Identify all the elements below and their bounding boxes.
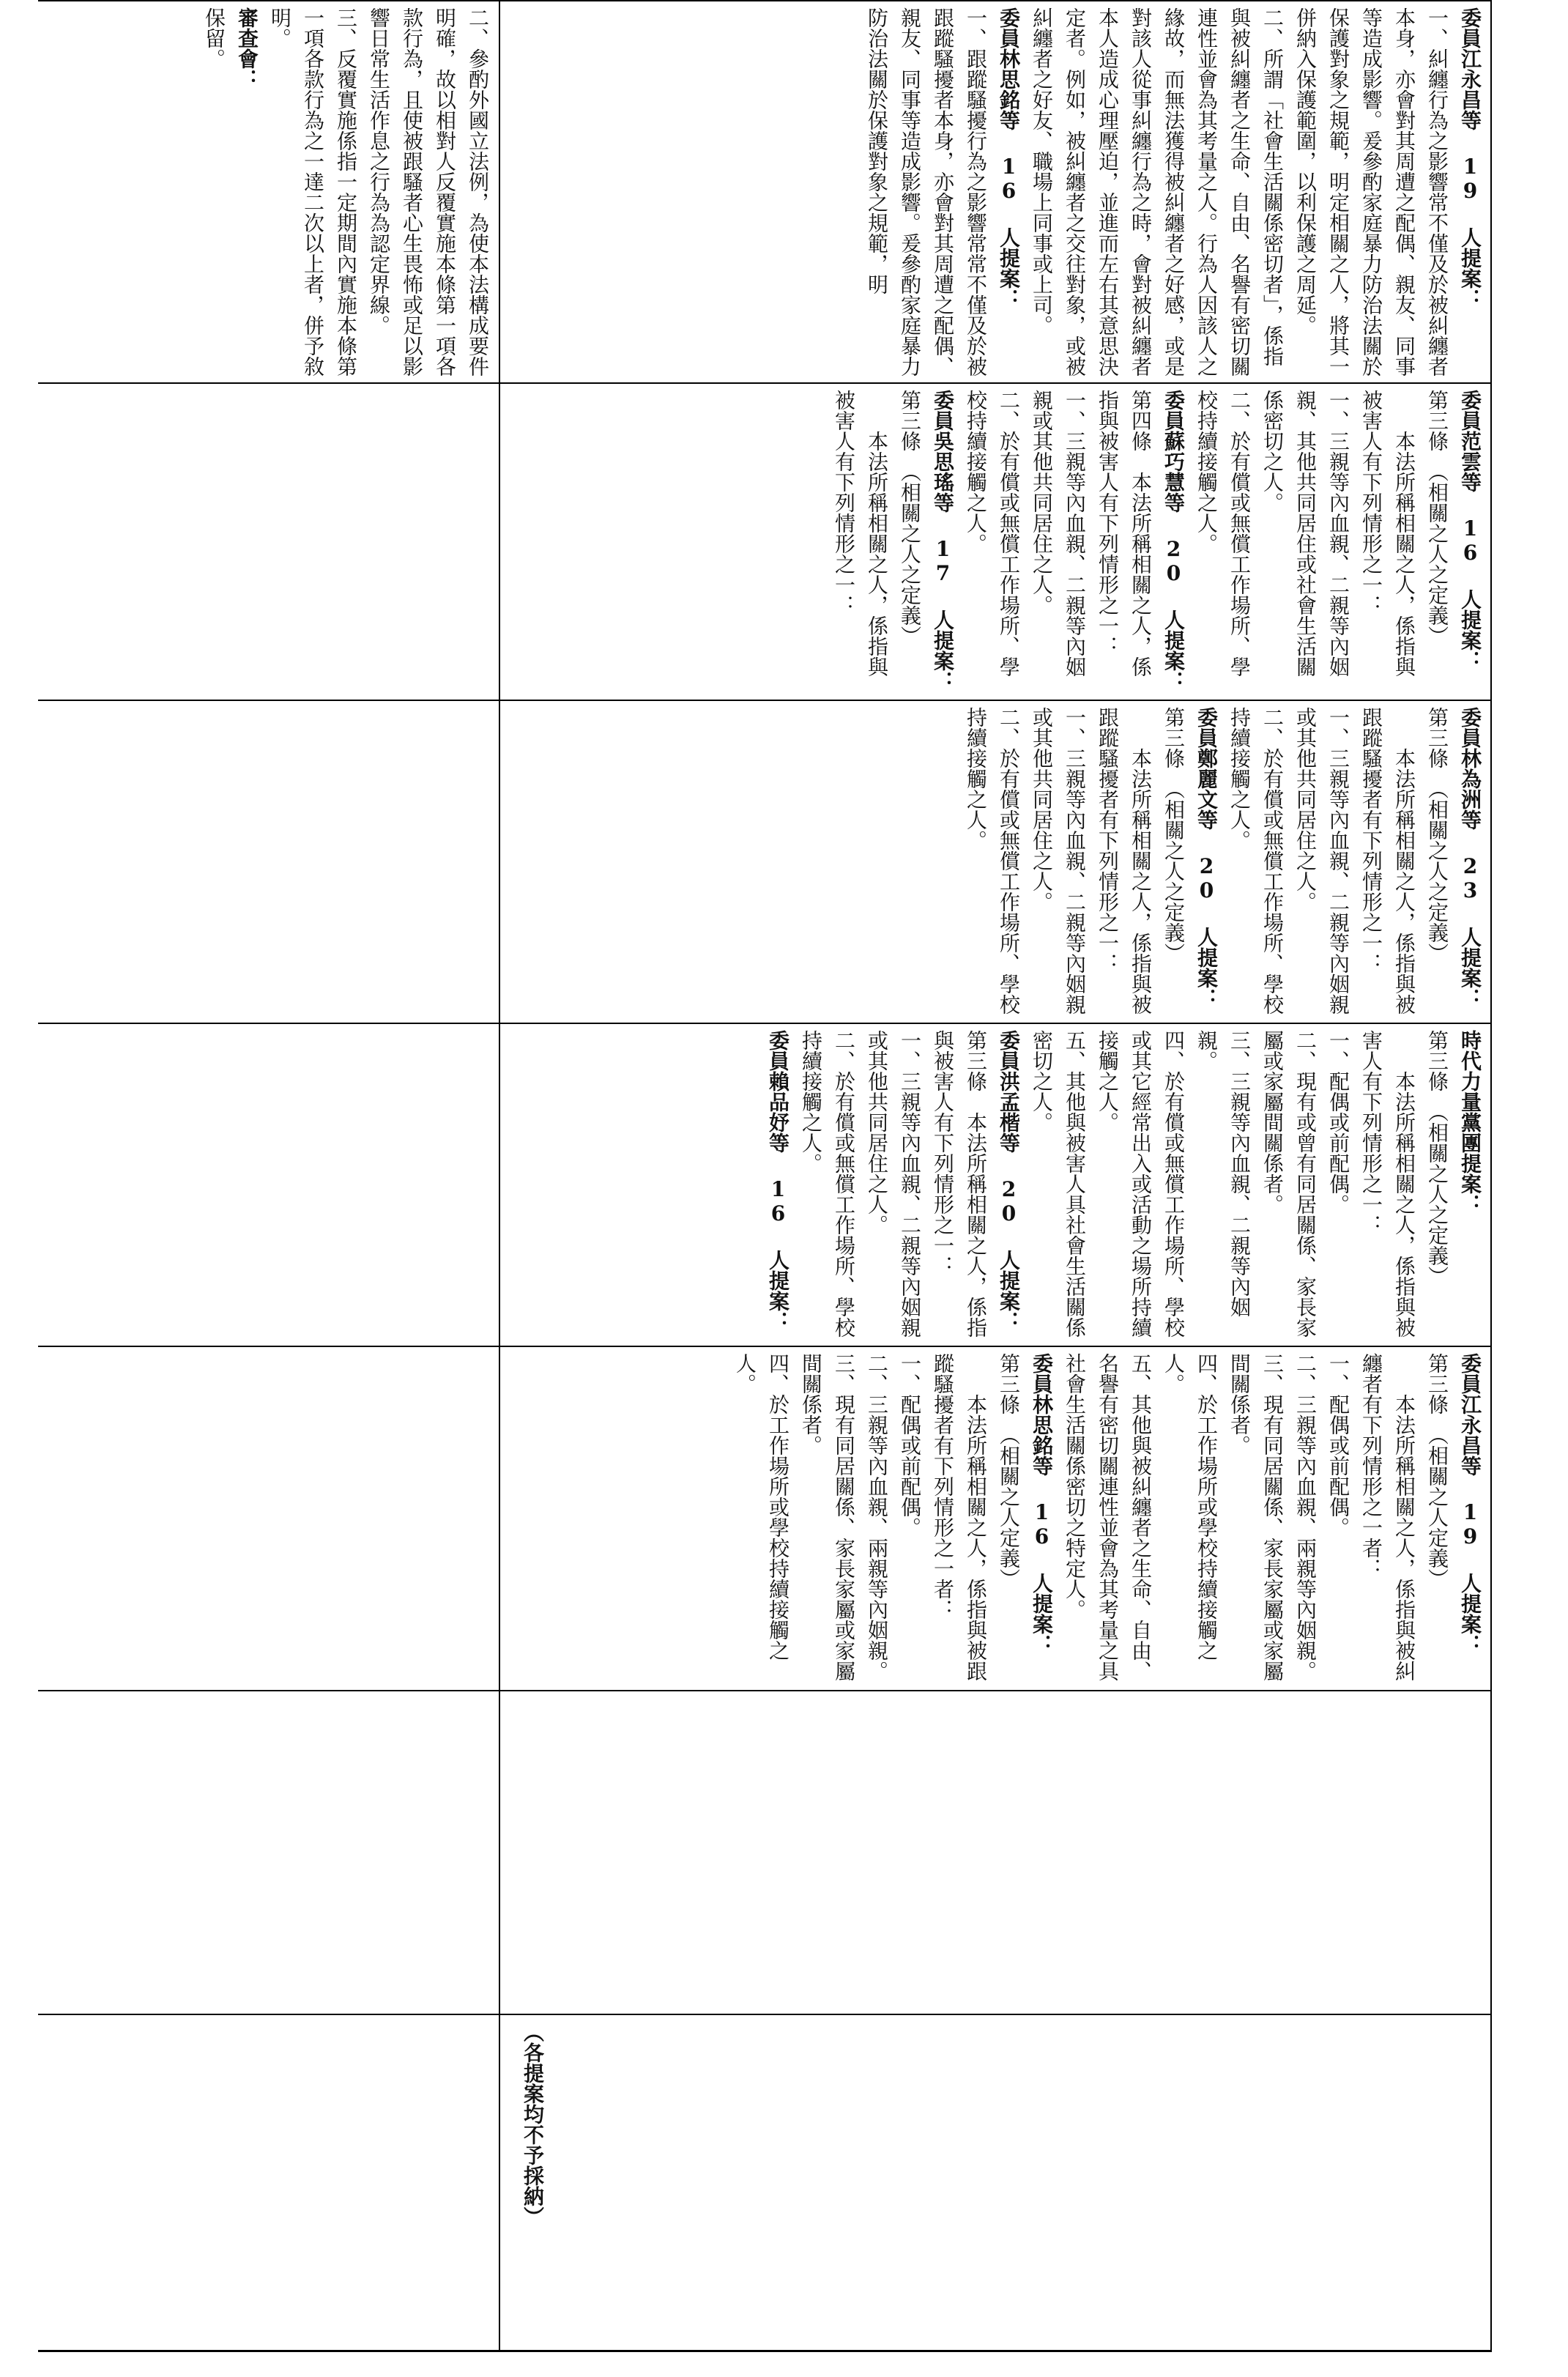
proposal-text: 二、於有償或無償工作場所、學校持續接觸之人。 [799,1030,856,1338]
proposal-text: 二、三親等內血親、兩親等內姻親。 [865,1353,889,1681]
proposal-text: 五、其他與被糾纏者之生命、自由、名譽有密切關連性並會為其考量之具社會生活關係密切之特定人。 [1063,1353,1153,1681]
proposal-text: 一、三親等內血親、二親等內姻親或其他共同居住之人。 [1030,390,1087,677]
band2-cell [509,390,1487,694]
review-heading: 審查會： [235,7,259,89]
proposal-text: 第三條 （相關之人定義） [997,1353,1021,1589]
band-divider-6 [38,2014,1492,2015]
proposal-text: 三、三親等內血親、二親等內姻親。 [1194,1030,1252,1317]
explanation-cell [202,7,494,377]
proposal-text: 一、三親等內血親、二親等內姻親、其他共同居住或社會生活關係密切之人。 [1260,390,1350,677]
proposal-text: 一、糾纏行為之影響常不僅及於被糾纏者本身，亦會對其周遭之配偶、親友、同事等造成影響。爰參酌家庭暴力防治法關於保護對象之規範，明定相關之人，將其一併納入保護範圍，以利保護之周延。 [1293,7,1449,377]
proposal-text: 第三條 （相關之人之定義） [1425,1030,1449,1286]
proposal-text: 一、三親等內血親、二親等內姻親或其他共同居住之人。 [1293,707,1350,1015]
decision-cell [505,2022,549,2344]
proposal-text: 三、現有同居關係、家長家屬或家屬間關係者。 [799,1353,856,1681]
proposal-text: 第三條 本法所稱相關之人，係指與被害人有下列情形之一： [931,1030,988,1338]
proposal-heading: 委員林思銘等 16 人提案： [1030,1353,1054,1655]
proposal-heading: 委員鄭麗文等 20 人提案： [1194,707,1219,1009]
proposal-text: 第三條 （相關之人之定義） [1425,390,1449,646]
proposal-text: 一、三親等內血親、二親等內姻親或其他共同居住之人。 [1030,707,1087,1015]
row-divider [499,0,500,2351]
band6-cell-empty [509,1697,1487,2009]
proposal-text: 二、於有償或無償工作場所、學校持續接觸之人。 [964,707,1021,1015]
proposal-text: 第三條 （相關之人之定義） [1425,707,1449,963]
band5-cell [509,1353,1487,1685]
proposal-heading: 委員吳思瑤等 17 人提案： [931,390,955,691]
proposal-text: 第三條 （相關之人定義） [1425,1353,1449,1589]
proposal-text: 第四條 本法所稱相關之人，係指與被害人有下列情形之一： [1096,390,1153,677]
band1-cell [509,7,1487,377]
right-border [1490,0,1492,2351]
band-divider-4 [38,1346,1492,1347]
proposal-heading: 時代力量黨團提案： [1458,1030,1482,1215]
proposal-text: 二、現有或曾有同居關係、家長家屬或家屬間關係者。 [1260,1030,1318,1338]
proposal-text: 四、於工作場所或學校持續接觸之人。 [1162,1353,1219,1661]
proposal-text: 本法所稱相關之人，係指與被害人有下列情形之一： [1359,390,1416,677]
proposal-text: 本法所稱相關之人，係指與被害人有下列情形之一： [1359,1030,1416,1338]
proposal-text: 一、跟蹤騷擾行為之影響常常不僅及於被跟蹤騷擾者本身，亦會對其周遭之配偶、親友、同事等造成影響。爰參酌家庭暴力防治法關於保護對象之規範，明 [865,7,988,377]
proposal-text: 本法所稱相關之人，係指與被糾纏者有下列情形之一者： [1359,1353,1416,1681]
proposal-text: 二、於有償或無償工作場所、學校持續接觸之人。 [1227,707,1285,1015]
proposal-heading: 委員范雲等 16 人提案： [1458,390,1482,671]
proposal-text: 一、三親等內血親、二親等內姻親或其他共同居住之人。 [865,1030,922,1338]
proposal-heading: 委員蘇巧慧等 20 人提案： [1162,390,1186,691]
proposal-text: 一、配偶或前配偶。 [898,1353,922,1538]
proposal-text: 一、配偶或前配偶。 [1326,1353,1350,1538]
proposal-heading: 委員林思銘等 16 人提案： [997,7,1021,309]
proposal-text: 本法所稱相關之人，係指與被害人有下列情形之一： [832,390,889,677]
proposal-text: 二、於有償或無償工作場所、學校持續接觸之人。 [964,390,1021,677]
proposal-text: 四、於有償或無償工作場所、學校或其它經常出入或活動之場所持續接觸之人。 [1096,1030,1186,1338]
table-bottom-border [38,2350,1492,2352]
band-divider-1 [38,382,1492,384]
decision-text: （各提案均不予採納） [521,2022,545,2227]
band-divider-2 [38,700,1492,701]
explanation-para-3: 三、反覆實施係指一定期間內實施本條第一項各款行為之一達二次以上者，併予敘明。 [268,7,358,377]
proposal-text: 本法所稱相關之人，係指與被跟蹤騷擾者有下列情形之一： [1359,707,1416,1015]
proposal-text: 二、三親等內血親、兩親等內姻親。 [1293,1353,1318,1681]
proposal-text: 第三條 （相關之人之定義） [1162,707,1186,963]
proposal-heading: 委員江永昌等 19 人提案： [1458,1353,1482,1655]
proposal-heading: 委員賴品妤等 16 人提案： [766,1030,790,1332]
proposal-heading: 委員林為洲等 23 人提案： [1458,707,1482,1009]
proposal-text: 二、於有償或無償工作場所、學校持續接觸之人。 [1194,390,1252,677]
band-divider-5 [38,1690,1492,1691]
band3-cell [509,707,1487,1017]
proposal-heading: 委員江永昌等 19 人提案： [1458,7,1482,309]
explanation-para-2: 二、參酌外國立法例，為使本法構成要件明確，故以相對人反覆實施本條第一項各款行為，且使被跟騷者心生畏怖或足以影響日常生活作息之行為為認定界線。 [367,7,490,377]
proposal-text: 本法所稱相關之人，係指與被跟蹤騷擾者有下列情形之一者： [931,1353,988,1681]
band4-cell [509,1030,1487,1340]
proposal-text: 二、所謂「社會生活關係密切者」，係指與被糾纏者之生命、自由、名譽有密切關連性並會為其考量之人。行為人因該人之緣故，而無法獲得被糾纏者之好感，或是對該人從事糾纏行為之時，會對被糾纏者本人造成心理壓迫，並進而左右其意思決定者。例如，被糾纏者之交往對象，或被糾纏者之好友、職場上同事或上司。 [1030,7,1285,377]
proposal-text: 一、配偶或前配偶。 [1326,1030,1350,1215]
proposal-text: 四、於工作場所或學校持續接觸之人。 [733,1353,790,1661]
band-divider-3 [38,1023,1492,1024]
proposal-heading: 委員洪孟楷等 20 人提案： [997,1030,1021,1332]
proposal-text: 第三條 （相關之人之定義） [898,390,922,646]
table-top-border [38,0,1492,1]
review-result: 保留。 [202,7,226,69]
proposal-text: 三、現有同居關係、家長家屬或家屬間關係者。 [1227,1353,1285,1681]
proposal-text: 本法所稱相關之人，係指與被跟蹤騷擾者有下列情形之一： [1096,707,1153,1015]
proposal-text: 五、其他與被害人具社會生活關係密切之人。 [1030,1030,1087,1338]
